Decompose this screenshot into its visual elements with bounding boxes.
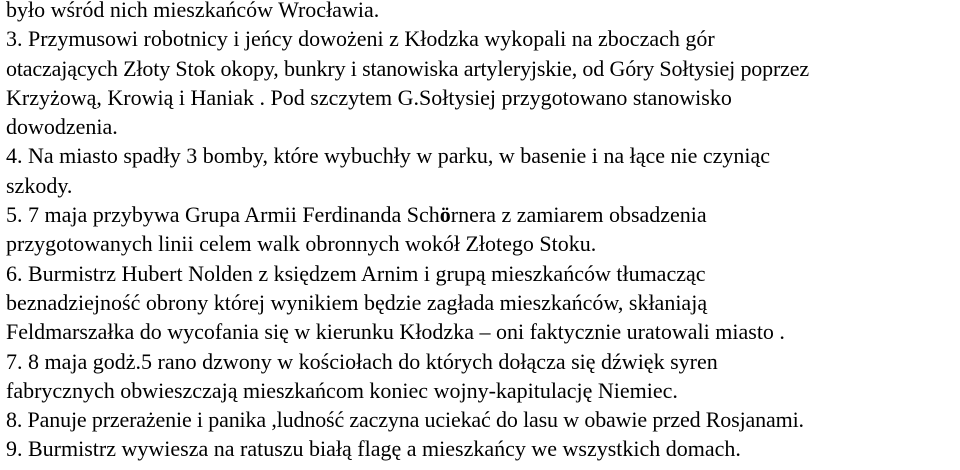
bold-character: ö bbox=[439, 202, 451, 228]
text-line: 6. Burmistrz Hubert Nolden z księdzem Arnim i grupą mieszkańców tłumacząc bbox=[6, 260, 706, 286]
text-line: 7. 8 maja godż.5 rano dzwony w kościołach do których dołącza się dźwięk syren bbox=[6, 348, 718, 374]
text-line: fabrycznych obwieszczają mieszkańcom koniec wojny-kapitulację Niemiec. bbox=[6, 377, 678, 403]
text-line bbox=[6, 200, 958, 229]
text-line: dowodzenia. bbox=[6, 114, 118, 140]
text-line: Feldmarszałka do wycofania się w kierunku Kłodzka – oni faktycznie uratowali miasto . bbox=[6, 319, 785, 345]
text-line: przygotowanych linii celem walk obronnych wokół Złotego Stoku. bbox=[6, 231, 597, 257]
text-line: 8. Panuje przerażenie i panika ,ludność zaczyna uciekać do lasu w obawie przed Rosjanami. bbox=[6, 407, 804, 433]
text-line: otaczających Złoty Stok okopy, bunkry i stanowiska artyleryjskie, od Góry Sołtysiej poprzez bbox=[6, 55, 810, 81]
text-line: było wśród nich mieszkańców Wrocławia. bbox=[6, 0, 380, 22]
text-segment: 5. 7 maja przybywa Grupa Armii Ferdinanda Sch bbox=[6, 202, 440, 228]
text-line: 3. Przymusowi robotnicy i jeńcy dowożeni z Kłodzka wykopali na zboczach gór bbox=[6, 26, 715, 52]
document-body bbox=[6, 0, 958, 464]
text-line: beznadziejność obrony której wynikiem będzie zagłada mieszkańców, skłaniają bbox=[6, 289, 708, 315]
text-line: Krzyżową, Krowią i Haniak . Pod szczytem G.Sołtysiej przygotowano stanowisko bbox=[6, 84, 732, 110]
text-segment: rnera z zamiarem obsadzenia bbox=[450, 202, 707, 228]
text-line: 9. Burmistrz wywiesza na ratuszu białą flagę a mieszkańcy we wszystkich domach. bbox=[6, 436, 741, 462]
text-line: 4. Na miasto spadły 3 bomby, które wybuchły w parku, w basenie i na łące nie czyniąc bbox=[6, 143, 771, 169]
text-line: szkody. bbox=[6, 172, 73, 198]
